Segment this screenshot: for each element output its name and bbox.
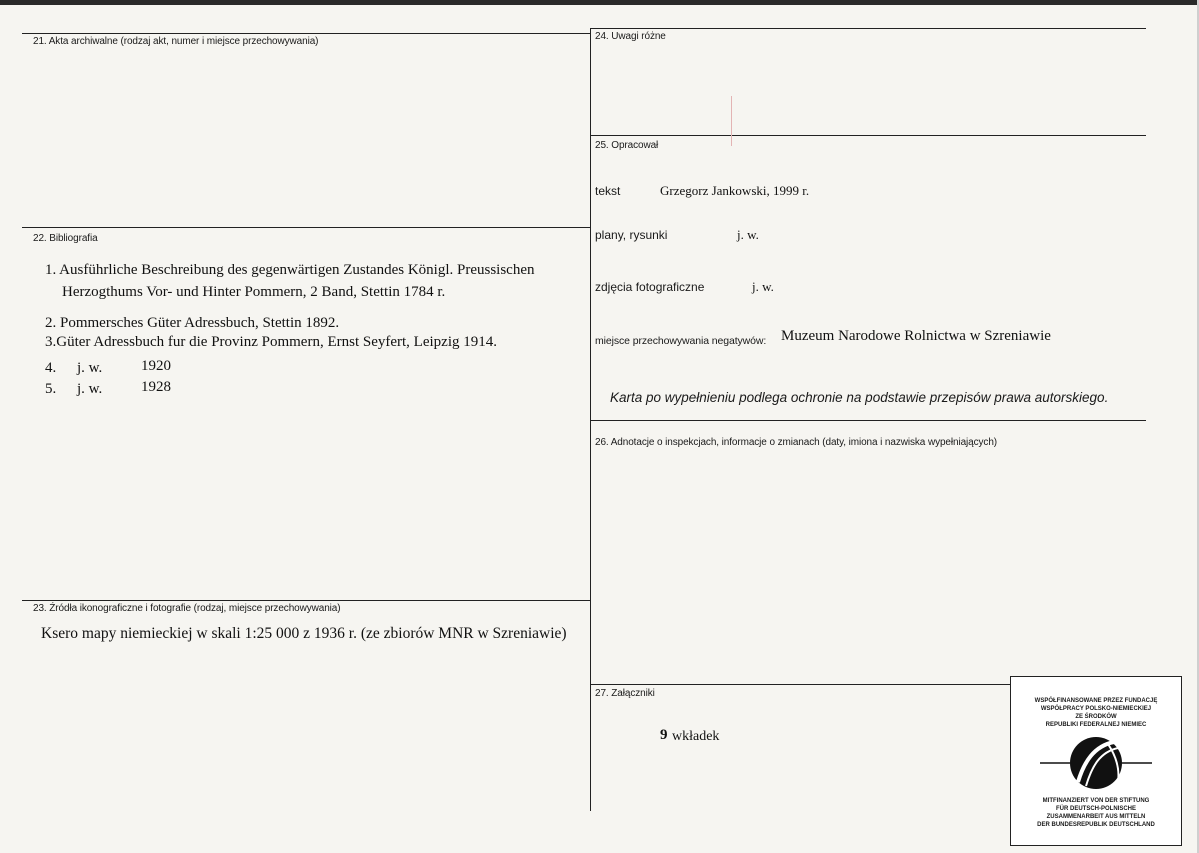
stamp-pl-line-3: ZE ŚRODKÓW bbox=[1075, 714, 1117, 720]
stamp-de-line-2: FÜR DEUTSCH-POLNISCHE bbox=[1055, 806, 1136, 812]
attachments-count: 9 bbox=[660, 727, 668, 743]
stamp-pl-line-4: REPUBLIKI FEDERALNEJ NIEMIEC bbox=[1045, 722, 1147, 728]
bibliography-item-1-line-2: Herzogthums Vor- und Hinter Pommern, 2 Band, Stettin 1784 r. bbox=[62, 284, 446, 300]
bibliography-item-5-year: 1928 bbox=[141, 379, 171, 395]
rule-above-23 bbox=[22, 600, 590, 601]
bibliography-item-5-number: 5. bbox=[45, 381, 57, 397]
tekst-label: tekst bbox=[595, 184, 621, 198]
rule-top-right bbox=[590, 28, 1146, 29]
pen-mark bbox=[731, 96, 732, 146]
stamp-de-line-4: DER BUNDESREPUBLIK DEUTSCHLAND bbox=[1037, 822, 1155, 828]
bibliography-item-2: 2. Pommersches Güter Adressbuch, Stettin 1892. bbox=[45, 315, 340, 331]
bibliography-item-5-ref: j. w. bbox=[77, 381, 103, 397]
bibliography-item-4-ref: j. w. bbox=[77, 360, 103, 376]
plany-value: j. w. bbox=[737, 227, 759, 242]
bibliography-item-4-number: 4. bbox=[45, 360, 57, 376]
rule-above-25 bbox=[590, 135, 1146, 136]
stamp-pl-line-1: WSPÓŁFINANSOWANE PRZEZ FUNDACJĘ bbox=[1034, 698, 1158, 704]
field-26-label: 26. Adnotacje o inspekcjach, informacje o zmianach (daty, imiona i nazwiska wypełniających) bbox=[595, 437, 998, 448]
bibliography-item-1-line-1: 1. Ausführliche Beschreibung des gegenwärtigen Zustandes Königl. Preussischen bbox=[45, 262, 535, 278]
bibliography-item-3: 3.Güter Adressbuch fur die Provinz Pommern, Ernst Seyfert, Leipzig 1914. bbox=[45, 334, 497, 350]
stamp-de-line-3: ZUSAMMENARBEIT AUS MITTELN bbox=[1046, 814, 1146, 820]
zdjecia-value: j. w. bbox=[752, 279, 774, 294]
negatywy-label: miejsce przechowywania negatywów: bbox=[595, 335, 767, 347]
stamp-pl-line-2: WSPÓŁPRACY POLSKO-NIEMIECKIEJ bbox=[1040, 706, 1152, 712]
copyright-note: Karta po wypełnieniu podlega ochronie na podstawie przepisów prawa autorskiego. bbox=[610, 390, 1109, 405]
field-22-label: 22. Bibliografia bbox=[33, 233, 98, 244]
stamp-de-line-1: MITFINANZIERT VON DER STIFTUNG bbox=[1042, 798, 1150, 804]
attachments-label: wkładek bbox=[672, 729, 720, 744]
iconography-text: Ksero mapy niemieckiej w skali 1:25 000 z 1936 r. (ze zbiorów MNR w Szreniawie) bbox=[41, 625, 567, 642]
rule-above-26 bbox=[590, 420, 1146, 421]
field-23-label: 23. Źródła ikonograficzne i fotografie (rodzaj, miejsce przechowywania) bbox=[33, 603, 341, 614]
field-27-label: 27. Załączniki bbox=[595, 688, 655, 699]
plany-label: plany, rysunki bbox=[595, 228, 668, 242]
funding-stamp bbox=[1010, 676, 1182, 846]
field-25-label: 25. Opracował bbox=[595, 140, 659, 151]
rule-above-22 bbox=[22, 227, 590, 228]
foundation-logo-icon bbox=[1038, 732, 1154, 794]
field-21-label: 21. Akta archiwalne (rodzaj akt, numer i miejsce przechowywania) bbox=[33, 36, 319, 47]
scan-top-edge bbox=[0, 0, 1199, 5]
zdjecia-label: zdjęcia fotograficzne bbox=[595, 280, 705, 294]
bibliography-item-4-year: 1920 bbox=[141, 358, 171, 374]
tekst-value: Grzegorz Jankowski, 1999 r. bbox=[660, 183, 810, 198]
rule-top-left bbox=[22, 33, 590, 34]
field-24-label: 24. Uwagi różne bbox=[595, 31, 666, 42]
negatywy-value: Muzeum Narodowe Rolnictwa w Szreniawie bbox=[781, 328, 1051, 344]
